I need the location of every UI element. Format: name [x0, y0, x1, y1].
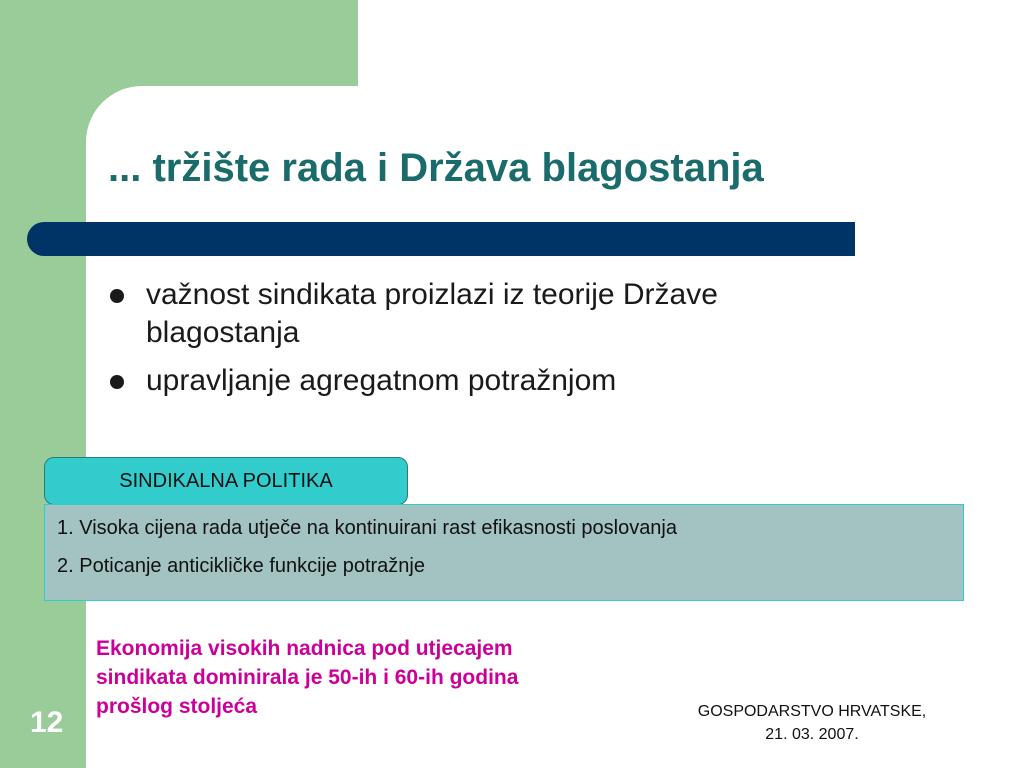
note-line2: sindikata dominirala je 50-ih i 60-ih godina	[96, 666, 519, 689]
note-line3: prošlog stoljeća	[96, 695, 258, 718]
bullet-dot-icon	[110, 289, 124, 303]
bullet-text-line2: blagostanja	[146, 316, 300, 349]
bullet-dot-icon	[110, 375, 124, 389]
highlight-note	[96, 634, 696, 721]
title-underline-bar	[27, 222, 855, 256]
bullet-text-line1: upravljanje agregatnom potražnjom	[146, 364, 617, 397]
note-line1: Ekonomija visokih nadnica pod utjecajem	[96, 637, 513, 660]
footer	[652, 700, 972, 746]
bullet-item	[108, 362, 928, 400]
policy-content-box	[44, 504, 964, 601]
footer-line2: 21. 03. 2007.	[765, 726, 859, 743]
bullet-list	[108, 276, 928, 410]
policy-item: 2. Poticanje anticikličke funkcije potražnje	[57, 555, 425, 577]
footer-line1: GOSPODARSTVO HRVATSKE,	[697, 703, 927, 720]
bullet-text-line1: važnost sindikata proizlazi iz teorije Države	[146, 278, 718, 311]
page-number: 12	[30, 706, 64, 739]
policy-tab-label: SINDIKALNA POLITIKA	[44, 457, 408, 505]
slide-title: ... tržište rada i Država blagostanja	[108, 146, 764, 190]
policy-item: 1. Visoka cijena rada utječe na kontinuirani rast efikasnosti poslovanja	[57, 517, 677, 539]
bullet-item	[108, 276, 928, 352]
